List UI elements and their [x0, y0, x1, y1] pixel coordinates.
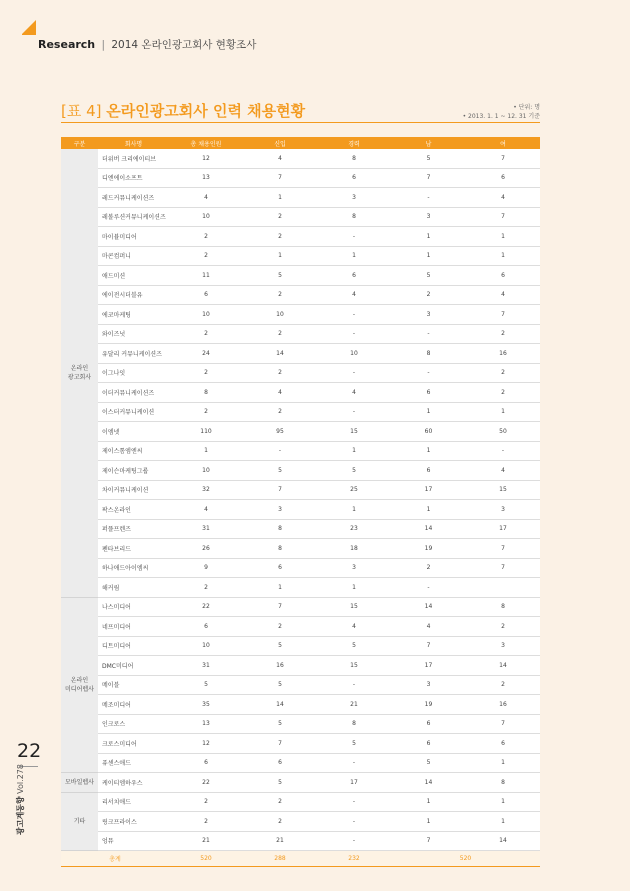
- career-hires: 5: [317, 734, 391, 754]
- company-name: 하나애드아이엠씨: [98, 558, 169, 578]
- company-name: 유달리 커뮤니케이션즈: [98, 344, 169, 364]
- company-name: 제이슨마케팅그룹: [98, 461, 169, 481]
- new-hires: 2: [243, 812, 317, 832]
- career-hires: 4: [317, 285, 391, 305]
- table-row: [61, 539, 540, 559]
- table-row: [61, 500, 540, 520]
- new-hires: 14: [243, 695, 317, 715]
- female-count: 1: [466, 227, 540, 247]
- table-row: [61, 461, 540, 481]
- career-hires: 8: [317, 207, 391, 227]
- total-hired: 1: [169, 441, 243, 461]
- table-header-row: [61, 137, 540, 149]
- total-hired: 6: [169, 617, 243, 637]
- company-name: 에코마케팅: [98, 305, 169, 325]
- table-row: [61, 149, 540, 168]
- magazine-volume: [15, 764, 26, 835]
- new-hires: 21: [243, 831, 317, 851]
- male-count: 7: [391, 636, 466, 656]
- company-name: DMC미디어: [98, 656, 169, 676]
- company-name: 케이티엠하우스: [98, 773, 169, 793]
- group-label: 온라인 미디어렙사: [61, 597, 98, 773]
- male-count: 1: [391, 246, 466, 266]
- female-count: 1: [466, 246, 540, 266]
- female-count: 1: [466, 812, 540, 832]
- new-hires: 5: [243, 714, 317, 734]
- career-hires: 15: [317, 422, 391, 442]
- male-count: 7: [391, 831, 466, 851]
- male-count: 2: [391, 558, 466, 578]
- female-count: 7: [466, 714, 540, 734]
- career-hires: 4: [317, 383, 391, 403]
- total-hired: 13: [169, 168, 243, 188]
- table-row: [61, 207, 540, 227]
- female-count: 7: [466, 207, 540, 227]
- table-name: 온라인광고회사 인력 채용현황: [106, 102, 306, 120]
- table-row: [61, 344, 540, 364]
- col-header-male: 남: [391, 137, 466, 149]
- career-hires: 21: [317, 695, 391, 715]
- company-name: 더위버 크리에이티브: [98, 149, 169, 168]
- new-hires: 4: [243, 149, 317, 168]
- career-hires: 25: [317, 480, 391, 500]
- career-hires: 4: [317, 617, 391, 637]
- table-row: [61, 305, 540, 325]
- career-hires: 3: [317, 188, 391, 208]
- total-hired: 31: [169, 519, 243, 539]
- unit-note: • 단위: 명: [513, 104, 540, 111]
- table-row: [61, 734, 540, 754]
- total-hired: 2: [169, 227, 243, 247]
- career-hires: -: [317, 792, 391, 812]
- col-header-female: 여: [466, 137, 540, 149]
- company-name: 차이커뮤니케이션: [98, 480, 169, 500]
- table-label: [표 4]: [61, 102, 102, 120]
- new-hires: 3: [243, 500, 317, 520]
- table-title: [61, 100, 305, 121]
- male-count: -: [391, 578, 466, 598]
- career-hires: -: [317, 324, 391, 344]
- company-name: 제이스톰엠엔씨: [98, 441, 169, 461]
- male-count: 3: [391, 675, 466, 695]
- male-count: 5: [391, 266, 466, 286]
- career-hires: 23: [317, 519, 391, 539]
- table-notes: [463, 103, 540, 121]
- col-header-career: 경력: [317, 137, 391, 149]
- company-name: 퍼플프렌즈: [98, 519, 169, 539]
- company-name: 엉뮤: [98, 831, 169, 851]
- new-hires: 4: [243, 383, 317, 403]
- company-name: 디엔에이소프트: [98, 168, 169, 188]
- company-name: 이그나잇: [98, 363, 169, 383]
- new-hires: 1: [243, 246, 317, 266]
- table-row: [61, 383, 540, 403]
- male-count: 1: [391, 792, 466, 812]
- new-hires: 14: [243, 344, 317, 364]
- company-name: 에이전시더블유: [98, 285, 169, 305]
- male-count: 14: [391, 597, 466, 617]
- group-label: 모바일렙사: [61, 773, 98, 793]
- male-count: 1: [391, 227, 466, 247]
- table-row: [61, 695, 540, 715]
- career-hires: 10: [317, 344, 391, 364]
- company-name: 애드미션: [98, 266, 169, 286]
- total-hired: 10: [169, 636, 243, 656]
- company-name: 마콘컴퍼니: [98, 246, 169, 266]
- total-hired: 10: [169, 461, 243, 481]
- section-brand: Research: [38, 38, 96, 51]
- male-count: 6: [391, 734, 466, 754]
- female-count: 1: [466, 753, 540, 773]
- col-header-company: 회사명: [98, 137, 169, 149]
- table-row: [61, 188, 540, 208]
- male-count: 5: [391, 149, 466, 168]
- female-count: 2: [466, 324, 540, 344]
- career-hires: 5: [317, 461, 391, 481]
- total-hired: 22: [169, 597, 243, 617]
- total-hired: 21: [169, 831, 243, 851]
- company-name: 퓨센스애드: [98, 753, 169, 773]
- table-row: [61, 714, 540, 734]
- male-count: 5: [391, 753, 466, 773]
- female-count: 1: [466, 402, 540, 422]
- table-row: [61, 597, 540, 617]
- company-name: 이엠넷: [98, 422, 169, 442]
- new-hires: 2: [243, 363, 317, 383]
- new-hires: -: [243, 441, 317, 461]
- new-hires: 5: [243, 266, 317, 286]
- table-row: [61, 773, 540, 793]
- female-count: 14: [466, 656, 540, 676]
- company-name: 레볼루션커뮤니케이션즈: [98, 207, 169, 227]
- male-count: 1: [391, 500, 466, 520]
- career-hires: 15: [317, 656, 391, 676]
- table-row: [61, 792, 540, 812]
- company-name: 이더커뮤니케이션즈: [98, 383, 169, 403]
- male-count: 6: [391, 383, 466, 403]
- total-new: 288: [243, 851, 317, 867]
- career-hires: 17: [317, 773, 391, 793]
- table-row: [61, 402, 540, 422]
- career-hires: 15: [317, 597, 391, 617]
- female-count: 1: [466, 792, 540, 812]
- male-count: 19: [391, 539, 466, 559]
- new-hires: 8: [243, 519, 317, 539]
- female-count: 16: [466, 695, 540, 715]
- total-hired: 35: [169, 695, 243, 715]
- hiring-table: [61, 137, 540, 867]
- male-count: 1: [391, 402, 466, 422]
- new-hires: 95: [243, 422, 317, 442]
- total-hired: 2: [169, 402, 243, 422]
- company-name: 나스미디어: [98, 597, 169, 617]
- col-header-category: 구분: [61, 137, 98, 149]
- total-hired: 31: [169, 656, 243, 676]
- male-count: 19: [391, 695, 466, 715]
- new-hires: 1: [243, 578, 317, 598]
- career-hires: -: [317, 363, 391, 383]
- career-hires: 6: [317, 266, 391, 286]
- career-hires: 8: [317, 714, 391, 734]
- career-hires: 1: [317, 500, 391, 520]
- total-hired: 10: [169, 207, 243, 227]
- company-name: 와이즈넛: [98, 324, 169, 344]
- new-hires: 5: [243, 636, 317, 656]
- new-hires: 7: [243, 480, 317, 500]
- female-count: 6: [466, 266, 540, 286]
- career-hires: 1: [317, 578, 391, 598]
- career-hires: -: [317, 227, 391, 247]
- female-count: 7: [466, 558, 540, 578]
- table-row: [61, 441, 540, 461]
- female-count: 17: [466, 519, 540, 539]
- new-hires: 6: [243, 558, 317, 578]
- career-hires: -: [317, 402, 391, 422]
- new-hires: 5: [243, 675, 317, 695]
- female-count: 4: [466, 285, 540, 305]
- total-hired: 520: [169, 851, 243, 867]
- male-count: -: [391, 363, 466, 383]
- total-hired: 2: [169, 363, 243, 383]
- male-count: 17: [391, 480, 466, 500]
- table-row: [61, 324, 540, 344]
- new-hires: 2: [243, 324, 317, 344]
- period-note: • 2013. 1. 1 ~ 12. 31 기준: [462, 113, 540, 120]
- female-count: 16: [466, 344, 540, 364]
- col-header-total: 총 채용인원: [169, 137, 243, 149]
- table-row: [61, 227, 540, 247]
- corner-accent-line: [22, 34, 36, 35]
- total-hired: 26: [169, 539, 243, 559]
- career-hires: 8: [317, 149, 391, 168]
- career-hires: 3: [317, 558, 391, 578]
- table-body: [61, 149, 540, 851]
- male-count: 3: [391, 207, 466, 227]
- table-row: [61, 363, 540, 383]
- table-row: [61, 285, 540, 305]
- title-rule: [61, 122, 540, 123]
- female-count: 15: [466, 480, 540, 500]
- female-count: 2: [466, 363, 540, 383]
- male-count: 4: [391, 617, 466, 637]
- running-header: [38, 37, 256, 52]
- female-count: 2: [466, 383, 540, 403]
- company-name: 이스터커뮤니케이션: [98, 402, 169, 422]
- new-hires: 1: [243, 188, 317, 208]
- female-count: 4: [466, 461, 540, 481]
- female-count: 8: [466, 773, 540, 793]
- company-name: 크로스미디어: [98, 734, 169, 754]
- female-count: 6: [466, 734, 540, 754]
- company-name: 디트미디어: [98, 636, 169, 656]
- company-name: 네프미디어: [98, 617, 169, 637]
- new-hires: 2: [243, 207, 317, 227]
- table-row: [61, 831, 540, 851]
- col-header-new: 신입: [243, 137, 317, 149]
- table-row: [61, 480, 540, 500]
- new-hires: 16: [243, 656, 317, 676]
- table-row: [61, 168, 540, 188]
- new-hires: 7: [243, 734, 317, 754]
- new-hires: 2: [243, 617, 317, 637]
- table-row: [61, 519, 540, 539]
- total-hired: 2: [169, 792, 243, 812]
- total-hired: 10: [169, 305, 243, 325]
- total-hired: 2: [169, 246, 243, 266]
- table-row: [61, 422, 540, 442]
- company-name: 메조미디어: [98, 695, 169, 715]
- career-hires: 1: [317, 246, 391, 266]
- header-separator: |: [101, 39, 106, 51]
- table-row: [61, 656, 540, 676]
- career-hires: -: [317, 753, 391, 773]
- table-row: [61, 246, 540, 266]
- company-name: 메이블: [98, 675, 169, 695]
- total-career: 232: [317, 851, 391, 867]
- female-count: 14: [466, 831, 540, 851]
- total-hired: 32: [169, 480, 243, 500]
- header-subtitle: 2014 온라인광고회사 현황조사: [111, 39, 257, 51]
- career-hires: 18: [317, 539, 391, 559]
- company-name: 인크로스: [98, 714, 169, 734]
- table-row: [61, 636, 540, 656]
- female-count: 6: [466, 168, 540, 188]
- career-hires: -: [317, 812, 391, 832]
- total-gender: 520: [391, 851, 540, 867]
- male-count: 6: [391, 714, 466, 734]
- company-name: 팍스온라인: [98, 500, 169, 520]
- total-hired: 2: [169, 578, 243, 598]
- total-hired: 8: [169, 383, 243, 403]
- total-hired: 4: [169, 500, 243, 520]
- female-count: 3: [466, 636, 540, 656]
- male-count: -: [391, 324, 466, 344]
- volume-number: Vol.278: [16, 764, 25, 794]
- total-hired: 11: [169, 266, 243, 286]
- company-name: 레드커뮤니케이션즈: [98, 188, 169, 208]
- company-name: 펜타브리드: [98, 539, 169, 559]
- new-hires: 7: [243, 597, 317, 617]
- new-hires: 2: [243, 792, 317, 812]
- company-name: 마이뷸미디어: [98, 227, 169, 247]
- company-name: 리서치애드: [98, 792, 169, 812]
- male-count: 14: [391, 773, 466, 793]
- total-hired: 9: [169, 558, 243, 578]
- male-count: 17: [391, 656, 466, 676]
- female-count: 7: [466, 305, 540, 325]
- male-count: -: [391, 188, 466, 208]
- female-count: 7: [466, 149, 540, 168]
- table-row: [61, 266, 540, 286]
- table-row: [61, 558, 540, 578]
- total-hired: 2: [169, 812, 243, 832]
- table-row: [61, 753, 540, 773]
- male-count: 8: [391, 344, 466, 364]
- total-hired: 4: [169, 188, 243, 208]
- table-row: [61, 812, 540, 832]
- male-count: 1: [391, 441, 466, 461]
- page-number: 22: [17, 740, 42, 762]
- total-hired: 12: [169, 734, 243, 754]
- table-row: [61, 617, 540, 637]
- company-name: 링크프라이스: [98, 812, 169, 832]
- career-hires: 1: [317, 441, 391, 461]
- new-hires: 2: [243, 402, 317, 422]
- female-count: -: [466, 441, 540, 461]
- career-hires: -: [317, 675, 391, 695]
- total-hired: 24: [169, 344, 243, 364]
- new-hires: 5: [243, 461, 317, 481]
- female-count: 2: [466, 675, 540, 695]
- total-hired: 6: [169, 285, 243, 305]
- male-count: 60: [391, 422, 466, 442]
- new-hires: 2: [243, 227, 317, 247]
- female-count: 7: [466, 539, 540, 559]
- table-row: [61, 578, 540, 598]
- female-count: 8: [466, 597, 540, 617]
- male-count: 14: [391, 519, 466, 539]
- total-hired: 13: [169, 714, 243, 734]
- career-hires: 5: [317, 636, 391, 656]
- male-count: 1: [391, 812, 466, 832]
- total-hired: 2: [169, 324, 243, 344]
- total-row: [61, 851, 540, 867]
- career-hires: -: [317, 831, 391, 851]
- new-hires: 8: [243, 539, 317, 559]
- career-hires: -: [317, 305, 391, 325]
- table-row: [61, 675, 540, 695]
- female-count: 3: [466, 500, 540, 520]
- total-hired: 12: [169, 149, 243, 168]
- female-count: 50: [466, 422, 540, 442]
- male-count: 3: [391, 305, 466, 325]
- total-label: 총계: [61, 851, 169, 867]
- male-count: 6: [391, 461, 466, 481]
- total-hired: 22: [169, 773, 243, 793]
- company-name: 해커림: [98, 578, 169, 598]
- female-count: [466, 578, 540, 598]
- female-count: 2: [466, 617, 540, 637]
- new-hires: 10: [243, 305, 317, 325]
- total-hired: 5: [169, 675, 243, 695]
- corner-accent: [22, 20, 36, 34]
- new-hires: 7: [243, 168, 317, 188]
- male-count: 2: [391, 285, 466, 305]
- total-hired: 110: [169, 422, 243, 442]
- total-hired: 6: [169, 753, 243, 773]
- group-label: 온라인 광고회사: [61, 149, 98, 597]
- group-label: 기타: [61, 792, 98, 851]
- new-hires: 6: [243, 753, 317, 773]
- male-count: 7: [391, 168, 466, 188]
- female-count: 4: [466, 188, 540, 208]
- new-hires: 2: [243, 285, 317, 305]
- career-hires: 6: [317, 168, 391, 188]
- new-hires: 5: [243, 773, 317, 793]
- magazine-name: 광고계동향: [16, 796, 25, 835]
